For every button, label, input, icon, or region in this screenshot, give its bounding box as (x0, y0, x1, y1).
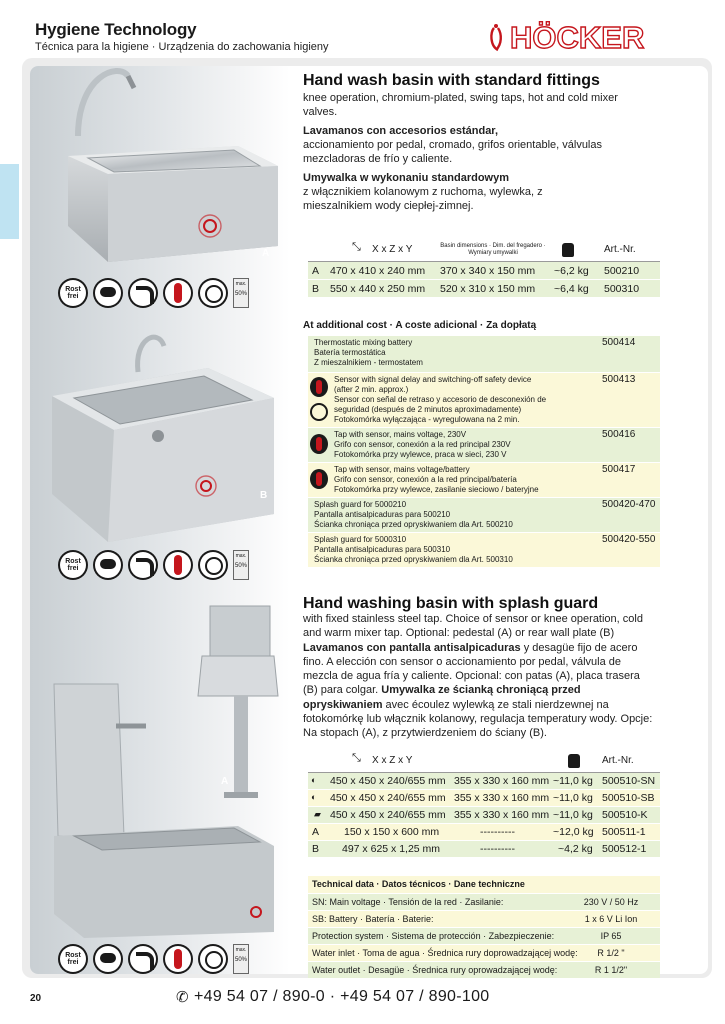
section1-en: knee operation, chromium-plated, swing taps, hot and cold mixer valves. (303, 92, 618, 119)
section2-title: Hand washing basin with splash guard (303, 595, 599, 612)
section2-text: with fixed stainless steel tap. Choice of sensor or knee operation, cold and warm mixer tap. Optional: pedestal (A) or rear wall plate (B) Lavamanos con pantalla antisalpicaduras y desagüe fijo de acero fino. A elección con sensor o accionamiento por pedal, válvula de mezcla de agua fría y caliente. Opcional: con patas (A), placa trasera (B) para colgar. Umywalka ze ścianką chroniącą przed opryskiwaniem avec écoulez wylewką ze stali nierdzewnej na fotokomórkę lub włącznik kolanowy, regulacja temperatury wody. Opcje: Na stopach (A), z przytwierdzeniem do ściany (B). (303, 613, 653, 740)
basin-header: Basin dimensions · Dim. del fregadero · Wymiary umywalki (440, 243, 546, 256)
technical-title-row: Technical data · Datos técnicos · Dane techniczne (308, 876, 660, 894)
accessory-row: Splash guard for 5000210 Pantalla antisalpicaduras para 500210 Ścianka chroniąca przed opryskiwaniem dla Art. 500210 500420-470 (308, 498, 660, 532)
sensor-icon (310, 377, 328, 397)
page-title: Hygiene Technology (35, 20, 197, 39)
knee-operation-icon: ▰ (314, 809, 321, 819)
table-row: ◐ 450 x 450 x 240/655 mm 355 x 330 x 160 mm ~11,0 kg 500510-SN (308, 773, 660, 789)
dims-icon: ⤡ (352, 752, 361, 764)
dims-icon: ⤡ (352, 241, 361, 253)
roast-frei-icon: Rost frei (58, 944, 88, 974)
page-number: 20 (30, 993, 42, 1004)
feature-icons (58, 550, 249, 580)
roast-frei-icon: Rost frei (58, 278, 88, 308)
hocker-logo (488, 22, 668, 56)
table-row: SN: Main voltage · Tensión de la red · Zasilanie: 230 V / 50 Hz (308, 894, 660, 911)
roast-frei-icon: Rost frei (58, 550, 88, 580)
sensor-icon (310, 434, 328, 454)
page-subtitle: Técnica para la higiene · Urządzenia do zachowania higieny (35, 41, 329, 53)
table-row: A 470 x 410 x 240 mm 370 x 340 x 150 mm ~6,2 kg 500210 (308, 262, 660, 279)
variant-label-a: A (262, 248, 270, 259)
accessories-title: At additional cost · A coste adicional · Za dopłatą (303, 320, 537, 331)
table-row: Water outlet · Desagüe · Średnica rury oprowadzającej wodę: R 1 1/2" (308, 962, 660, 979)
water-saving-icon: max. 50% (233, 278, 249, 308)
table-row: B 550 x 440 x 250 mm 520 x 310 x 150 mm ~6,4 kg 500310 (308, 280, 660, 297)
table-row: ◐ 450 x 450 x 240/655 mm 355 x 330 x 160 mm ~11,0 kg 500510-SB (308, 790, 660, 806)
table-row: Water inlet · Toma de agua · Średnica rury doprowadzającej wodę: R 1/2 " (308, 945, 660, 962)
accessory-row: Sensor with signal delay and switching-off safety device (after 2 min. approx.) Sensor con señal de retraso y accesorio de desconexión de seguridad (después de 2 minutos aproximadamente) Fotokomórka wyłączająca - wyregulowana na 2 min. 500413 (308, 373, 660, 427)
table-row: Protection system · Sistema de protección · Zabezpieczenie: IP 65 (308, 928, 660, 945)
table-row: A 150 x 150 x 600 mm ---------- ~12,0 kg 500511-1 (308, 824, 660, 840)
art-header: Art.-Nr. (604, 244, 636, 255)
accessory-row: Tap with sensor, mains voltage, 230V Grifo con sensor, conexión a la red principal 230V Fotokomórka przy wylewce, praca w sieci, 230 V 500416 (308, 428, 660, 462)
basin-photo-splash-guard (38, 600, 282, 940)
table-row: B 497 x 625 x 1,25 mm ---------- ~4,2 kg 500512-1 (308, 841, 660, 857)
basin-photo-b (38, 318, 282, 544)
sensor-battery-icon: ◐ (311, 792, 317, 802)
knee-operation-icon (93, 550, 123, 580)
dims-header: X x Z x Y (372, 244, 413, 255)
section1-es-title: Lavamanos con accesorios estándar, (303, 125, 499, 137)
time-delay-icon (310, 403, 328, 421)
table-row: ▰ 450 x 450 x 240/655 mm 355 x 330 x 160 mm ~11,0 kg 500510-K (308, 807, 660, 823)
water-saving-icon: max. 50% (233, 944, 249, 974)
section1-pl-title: Umywalka w wykonaniu standardowym (303, 172, 510, 184)
dims-header: X x Z x Y (372, 755, 413, 766)
logo-text: HÖCKER (510, 20, 645, 55)
accessory-row: Thermostatic mixing battery Batería termostática Z mieszalnikiem - termostatem 500414 (308, 336, 660, 372)
tap-icon (128, 944, 158, 974)
feature-icons (58, 278, 249, 308)
section1-pl: z włącznikiem kolanowym z ruchoma, wylewka, z mieszalnikiem wody ciepłej-zimnej. (303, 186, 543, 213)
art-header: Art.-Nr. (602, 755, 634, 766)
weight-icon (562, 243, 574, 257)
sensor-icon (163, 550, 193, 580)
basin-photo-a (38, 66, 282, 264)
knee-operation-icon (93, 944, 123, 974)
accessory-row: Tap with sensor, mains voltage/battery Grifo con sensor, conexión a la red principal/batería Fotokomórka przy wylewce, zasilanie sieciowo / bateryjne 500417 (308, 463, 660, 497)
sensor-icon (163, 278, 193, 308)
section1-es: accionamiento por pedal, cromado, grifos orientable, válvulas mezcladoras de frío y caliente. (303, 139, 602, 166)
footer-contact: +49 54 07 / 890-0 · +49 54 07 / 890-100 (194, 988, 490, 1005)
weight-icon (568, 754, 580, 768)
table1-header (308, 241, 660, 261)
variant-label-a2: A (221, 776, 229, 787)
accent-bar (0, 164, 19, 239)
table-row: SB: Battery · Batería · Baterie: 1 x 6 V Li Ion (308, 911, 660, 928)
time-delay-icon (198, 278, 228, 308)
accessory-row: Splash guard for 5000310 Pantalla antisalpicaduras para 500310 Ścianka chroniąca przed opryskiwaniem dla Art. 500310 500420-550 (308, 533, 660, 567)
technical-data (308, 876, 660, 979)
sensor-icon (163, 944, 193, 974)
tap-icon (128, 550, 158, 580)
table2-header (308, 752, 660, 772)
variant-label-b: B (260, 490, 268, 501)
phone-icon: ✆ (176, 989, 189, 1006)
knee-operation-icon (93, 278, 123, 308)
sensor-mains-icon: ◐ (311, 775, 317, 785)
section1-title: Hand wash basin with standard fittings (303, 72, 600, 89)
tap-icon (128, 278, 158, 308)
water-saving-icon: max. 50% (233, 550, 249, 580)
sensor-icon (310, 469, 328, 489)
feature-icons (58, 944, 249, 974)
time-delay-icon (198, 944, 228, 974)
time-delay-icon (198, 550, 228, 580)
